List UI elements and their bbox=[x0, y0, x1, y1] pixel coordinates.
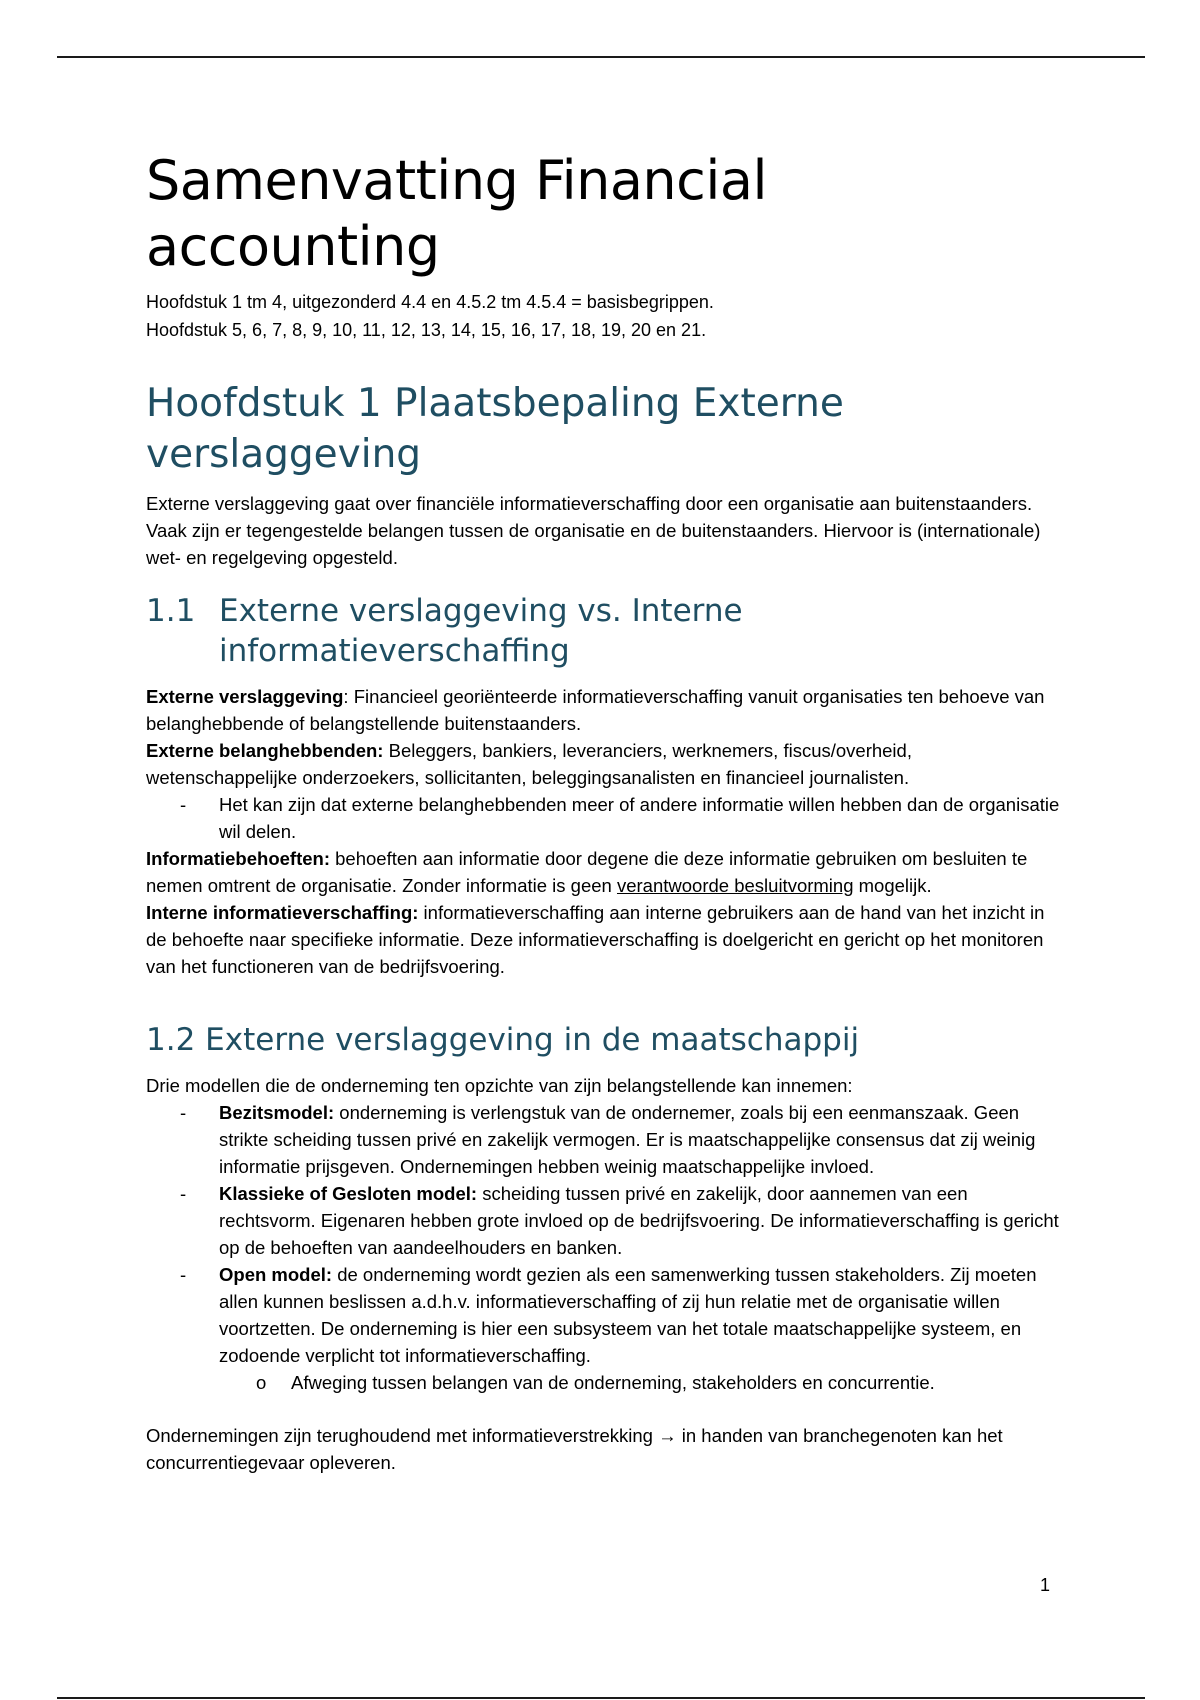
term: Externe verslaggeving bbox=[146, 686, 344, 707]
sub-bullet-marker: o bbox=[256, 1372, 267, 1393]
intro-line-1: Hoofdstuk 1 tm 4, uitgezonderd 4.4 en 4.5.2 tm 4.5.4 = basisbegrippen. bbox=[146, 292, 714, 312]
list-item bbox=[146, 1099, 1066, 1180]
bullet-marker: - bbox=[180, 1183, 187, 1204]
bullet-marker: - bbox=[180, 1102, 187, 1123]
spacer bbox=[146, 1396, 1066, 1422]
definition: informatieverschaffing aan interne gebruikers aan de hand van het inzicht in de behoefte naar specifieke informatie. Deze informatieverschaffing is doelgericht en gericht op het monitoren van het functioneren van de bedrijfsvoering. bbox=[146, 902, 1045, 977]
definition-tail: mogelijk. bbox=[853, 875, 932, 896]
list-item bbox=[146, 1261, 1066, 1369]
term: Open model: bbox=[219, 1264, 333, 1285]
chapter-1-intro: Externe verslaggeving gaat over financiële informatieverschaffing door een organisatie aan buitenstaanders. Vaak zijn er tegengestelde belangen tussen de organisatie en de buitenstaanders. Hiervoor is (internationale) wet- en regelgeving opgesteld. bbox=[146, 493, 1041, 568]
section-1-1-heading bbox=[146, 591, 1066, 671]
section-title: Externe verslaggeving vs. Interne informatieverschaffing bbox=[219, 593, 743, 669]
paragraph-interne-informatieverschaffing bbox=[146, 899, 1066, 980]
term: Klassieke of Gesloten model: bbox=[219, 1183, 478, 1204]
intro-line-2: Hoofdstuk 5, 6, 7, 8, 9, 10, 11, 12, 13, 14, 15, 16, 17, 18, 19, 20 en 21. bbox=[146, 320, 707, 340]
term: Interne informatieverschaffing: bbox=[146, 902, 419, 923]
paragraph-informatiebehoeften bbox=[146, 845, 1066, 899]
sub-list-item bbox=[146, 1369, 1066, 1396]
closing-paragraph bbox=[146, 1422, 1066, 1476]
term: Externe belanghebbenden: bbox=[146, 740, 384, 761]
document-title: Samenvatting Financial accounting bbox=[146, 149, 767, 278]
header-rule bbox=[57, 56, 1145, 58]
closing-text-tail: in handen van branchegenoten kan het concurrentiegevaar opleveren. bbox=[146, 1425, 1003, 1473]
list-item-text: Het kan zijn dat externe belanghebbenden meer of andere informatie willen hebben dan de organisatie wil delen. bbox=[219, 794, 1060, 842]
underlined-phrase: verantwoorde besluitvorming bbox=[616, 875, 854, 896]
section-1-2-intro: Drie modellen die de onderneming ten opzichte van zijn belangstellende kan innemen: bbox=[146, 1075, 853, 1096]
section-number: 1.1 bbox=[146, 593, 196, 629]
list-item-text bbox=[219, 1099, 1066, 1180]
list-item-text bbox=[219, 1180, 1066, 1261]
definition: : Financieel georiënteerde informatieverschaffing vanuit organisaties ten behoeve van belanghebbende of belangstellende buitenstaanders. bbox=[146, 686, 1045, 734]
bullet-marker: - bbox=[180, 794, 187, 815]
bullet-marker: - bbox=[180, 1264, 187, 1285]
section-1-2-heading: 1.2 Externe verslaggeving in de maatschappij bbox=[146, 1022, 860, 1058]
document-body bbox=[146, 148, 1066, 1476]
chapter-1-heading: Hoofdstuk 1 Plaatsbepaling Externe verslaggeving bbox=[146, 381, 844, 477]
sub-list-item-text: Afweging tussen belangen van de onderneming, stakeholders en concurrentie. bbox=[291, 1372, 935, 1393]
term: Informatiebehoeften: bbox=[146, 848, 330, 869]
definition: de onderneming wordt gezien als een samenwerking tussen stakeholders. Zij moeten allen kunnen beslissen a.d.h.v. informatieverschaffing of zij hun relatie met de organisatie willen voortzetten. De onderneming is hier een subsysteem van het totale maatschappelijke systeem, en zodoende verplicht tot informatieverschaffing. bbox=[219, 1264, 1037, 1366]
page-number: 1 bbox=[1040, 1575, 1051, 1595]
arrow-icon: → bbox=[658, 1425, 677, 1446]
definition: scheiding tussen privé en zakelijk, door aannemen van een rechtsvorm. Eigenaren hebben grote invloed op de bedrijfsvoering. De informatieverschaffing is gericht op de behoeften van aandeelhouders en banken. bbox=[219, 1183, 1059, 1258]
term: Bezitsmodel: bbox=[219, 1102, 335, 1123]
closing-text: Ondernemingen zijn terughoudend met informatieverstrekking bbox=[146, 1425, 659, 1446]
definition: onderneming is verlengstuk van de ondernemer, zoals bij een eenmanszaak. Geen strikte scheiding tussen privé en zakelijk vermogen. Er is maatschappelijke consensus dat zij weinig informatie prijsgeven. Ondernemingen hebben weinig maatschappelijke invloed. bbox=[219, 1102, 1036, 1177]
footer-rule bbox=[57, 1697, 1145, 1699]
definition: Beleggers, bankiers, leveranciers, werknemers, fiscus/overheid, wetenschappelijke onderzoekers, sollicitanten, beleggingsanalisten en financieel journalisten. bbox=[146, 740, 912, 788]
definition: behoeften aan informatie door degene die deze informatie gebruiken om besluiten te nemen omtrent de organisatie. Zonder informatie is geen bbox=[146, 848, 1028, 896]
list-item bbox=[146, 1180, 1066, 1261]
list-item-text bbox=[219, 1261, 1066, 1369]
paragraph-externe-belanghebbenden bbox=[146, 737, 1066, 791]
paragraph-externe-verslaggeving bbox=[146, 683, 1066, 737]
list-item bbox=[146, 791, 1066, 845]
